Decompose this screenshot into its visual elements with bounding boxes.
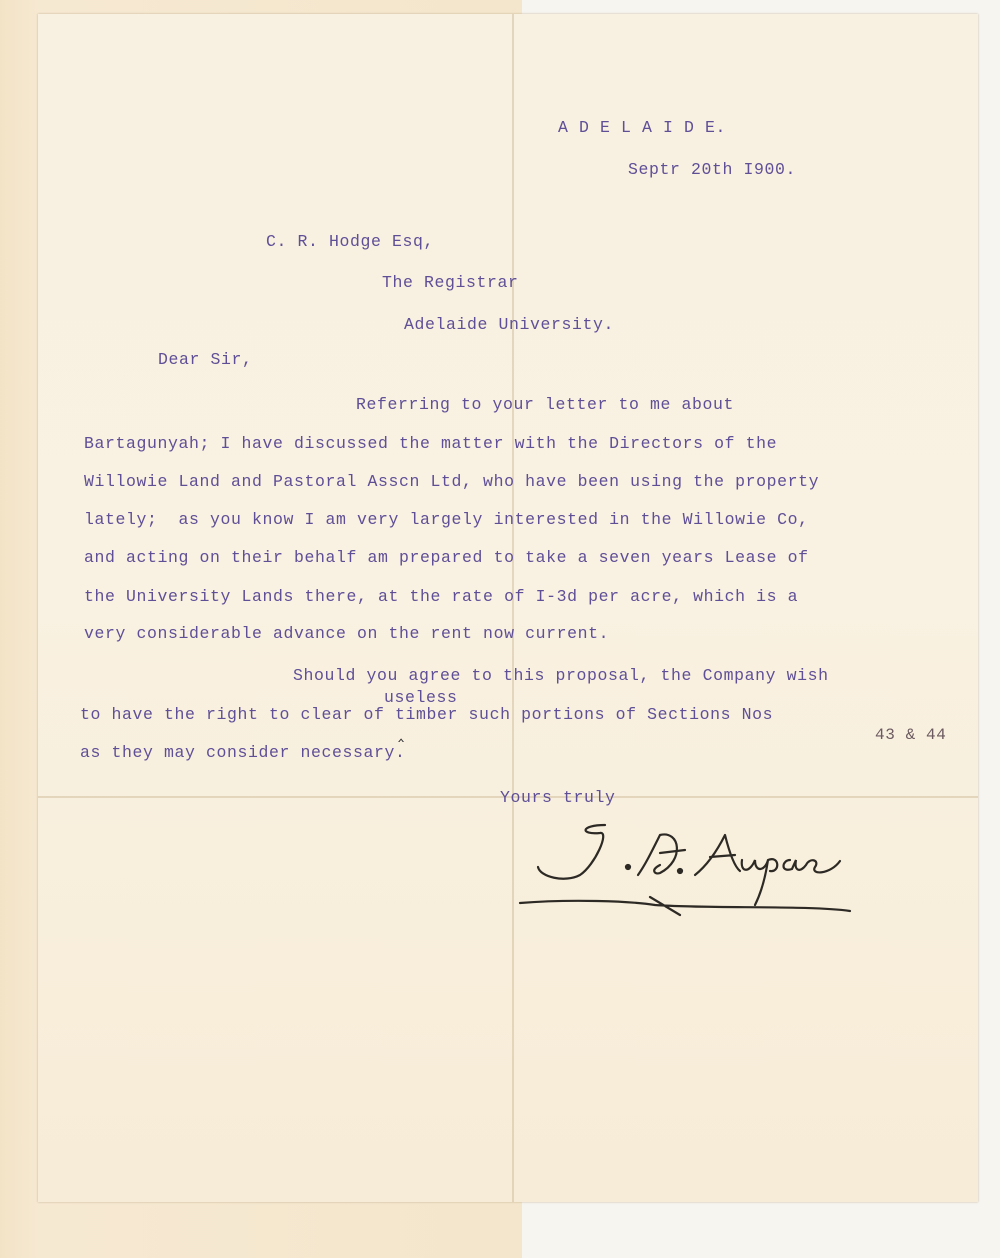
insertion-caret-icon: ‸: [398, 722, 405, 743]
recipient-institution: Adelaide University.: [404, 315, 615, 334]
vertical-fold: [512, 14, 514, 1202]
recipient-name: C. R. Hodge Esq,: [266, 232, 435, 251]
signature: [510, 805, 870, 925]
para2-line: to have the right to clear of timber such portions of Sections Nos: [80, 705, 774, 724]
insertion-word: useless: [384, 688, 458, 707]
letter-sheet: [38, 14, 978, 1202]
closing: Yours truly: [500, 788, 616, 807]
body-line: very considerable advance on the rent now current.: [84, 624, 610, 643]
body-line: lately; as you know I am very largely interested in the Willowie Co,: [84, 510, 809, 529]
body-line: Bartagunyah; I have discussed the matter with the Directors of the: [84, 434, 778, 453]
body-line: and acting on their behalf am prepared to take a seven years Lease of: [84, 548, 809, 567]
salutation: Dear Sir,: [158, 350, 253, 369]
date: Septr 20th I900.: [628, 160, 797, 179]
body-line: the University Lands there, at the rate of I-3d per acre, which is a: [84, 587, 799, 606]
body-line: Willowie Land and Pastoral Asscn Ltd, who have been using the property: [84, 472, 820, 491]
para2-line: Should you agree to this proposal, the Company wish: [293, 666, 829, 685]
recipient-title: The Registrar: [382, 273, 519, 292]
body-line: Referring to your letter to me about: [356, 395, 735, 414]
handwritten-section-numbers: 43 & 44: [875, 726, 947, 744]
place: A D E L A I D E.: [558, 118, 727, 137]
para2-line: as they may consider necessary.: [80, 743, 406, 762]
